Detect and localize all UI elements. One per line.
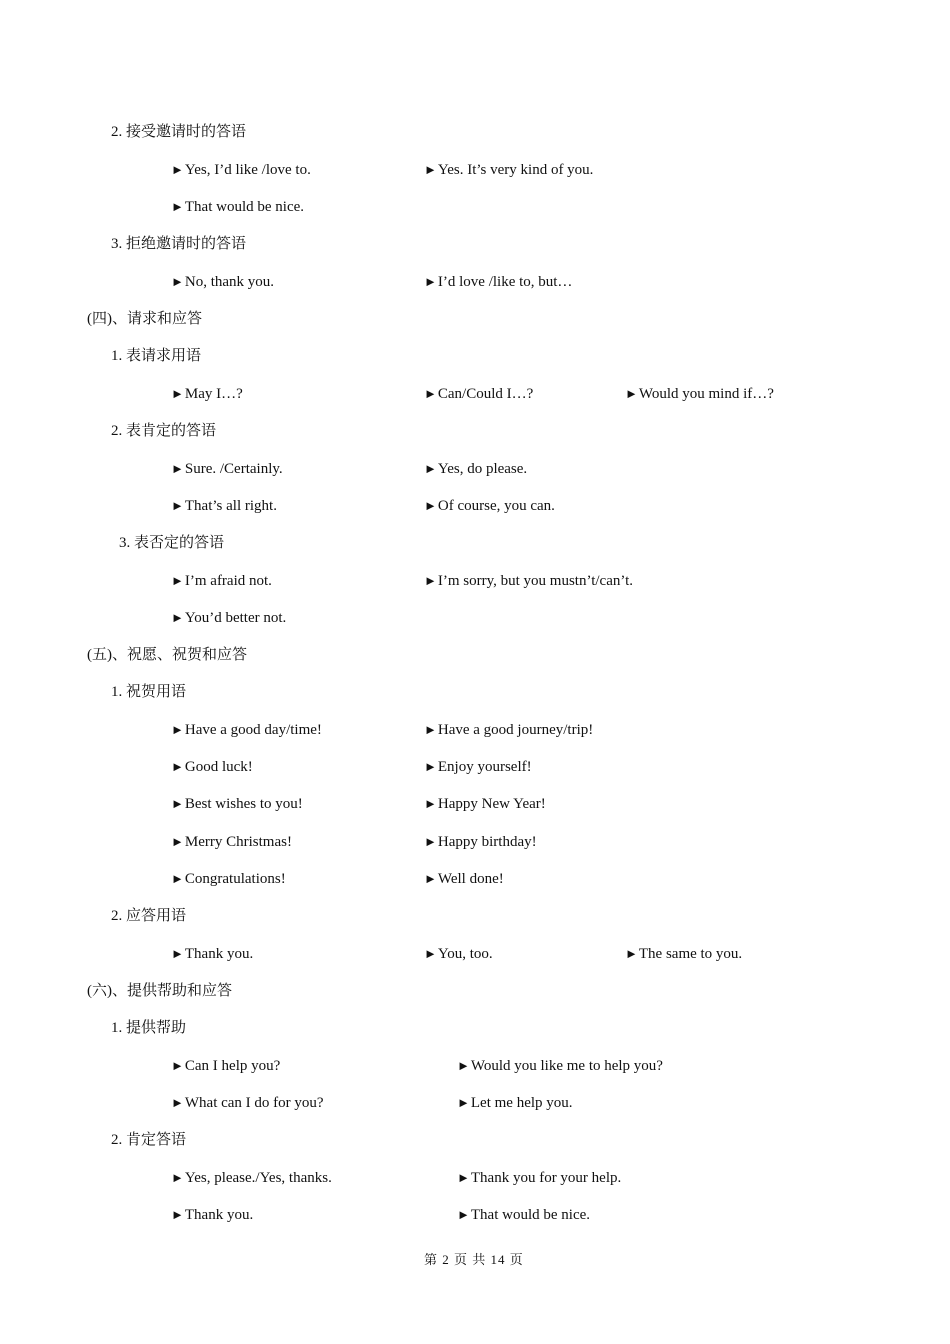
section-heading: 3. 表否定的答语 bbox=[119, 535, 225, 551]
triangle-bullet-icon: ► bbox=[424, 796, 437, 811]
phrase-item bbox=[424, 832, 537, 852]
phrase-item bbox=[171, 608, 286, 628]
phrase-text: The same to you. bbox=[638, 946, 743, 962]
phrase-item bbox=[171, 272, 274, 292]
triangle-bullet-icon: ► bbox=[171, 274, 184, 289]
triangle-bullet-icon: ► bbox=[171, 796, 184, 811]
phrase-text: Sure. /Certainly. bbox=[184, 461, 283, 477]
phrase-item bbox=[424, 944, 493, 964]
triangle-bullet-icon: ► bbox=[171, 162, 184, 177]
phrase-text: Best wishes to you! bbox=[184, 796, 303, 812]
phrase-item bbox=[424, 384, 533, 404]
phrase-text: That would be nice. bbox=[184, 199, 305, 215]
phrase-text: Congratulations! bbox=[184, 871, 286, 887]
triangle-bullet-icon: ► bbox=[424, 722, 437, 737]
phrase-item bbox=[171, 832, 292, 852]
phrase-text: Good luck! bbox=[184, 759, 253, 775]
phrase-text: Of course, you can. bbox=[437, 498, 555, 514]
triangle-bullet-icon: ► bbox=[424, 834, 437, 849]
triangle-bullet-icon: ► bbox=[171, 871, 184, 886]
triangle-bullet-icon: ► bbox=[424, 386, 437, 401]
triangle-bullet-icon: ► bbox=[171, 1207, 184, 1222]
phrase-item bbox=[171, 571, 272, 591]
phrase-text: Can/Could I…? bbox=[437, 386, 534, 402]
phrase-text: Would you mind if…? bbox=[638, 386, 774, 402]
triangle-bullet-icon: ► bbox=[424, 498, 437, 513]
phrase-text: Yes, I’d like /love to. bbox=[184, 162, 311, 178]
phrase-item bbox=[424, 272, 572, 292]
phrase-text: May I…? bbox=[184, 386, 243, 402]
triangle-bullet-icon: ► bbox=[171, 610, 184, 625]
triangle-bullet-icon: ► bbox=[625, 946, 638, 961]
section-heading: 2. 应答用语 bbox=[111, 908, 187, 924]
phrase-item bbox=[457, 1205, 590, 1225]
section-heading: 1. 祝贺用语 bbox=[111, 684, 187, 700]
phrase-item bbox=[171, 1093, 324, 1113]
phrase-item bbox=[171, 1205, 253, 1225]
triangle-bullet-icon: ► bbox=[424, 573, 437, 588]
phrase-item bbox=[171, 384, 243, 404]
phrase-text: Happy birthday! bbox=[437, 834, 537, 850]
section-heading: 1. 提供帮助 bbox=[111, 1020, 187, 1036]
phrase-text: I’m sorry, but you mustn’t/can’t. bbox=[437, 573, 633, 589]
phrase-text: That would be nice. bbox=[470, 1207, 591, 1223]
phrase-item bbox=[171, 869, 286, 889]
phrase-item bbox=[424, 160, 593, 180]
triangle-bullet-icon: ► bbox=[457, 1095, 470, 1110]
section-heading: 3. 拒绝邀请时的答语 bbox=[111, 236, 247, 252]
phrase-item bbox=[457, 1056, 663, 1076]
phrase-text: Merry Christmas! bbox=[184, 834, 292, 850]
section-heading: (六)、提供帮助和应答 bbox=[87, 983, 232, 999]
triangle-bullet-icon: ► bbox=[171, 834, 184, 849]
phrase-text: No, thank you. bbox=[184, 274, 275, 290]
phrase-text: Can I help you? bbox=[184, 1058, 281, 1074]
triangle-bullet-icon: ► bbox=[171, 573, 184, 588]
section-heading: (五)、祝愿、祝贺和应答 bbox=[87, 647, 247, 663]
phrase-text: Well done! bbox=[437, 871, 504, 887]
phrase-item bbox=[171, 1056, 280, 1076]
section-heading: 1. 表请求用语 bbox=[111, 348, 202, 364]
phrase-text: Thank you. bbox=[184, 946, 254, 962]
phrase-text: I’d love /like to, but… bbox=[437, 274, 573, 290]
phrase-text: Yes. It’s very kind of you. bbox=[437, 162, 594, 178]
triangle-bullet-icon: ► bbox=[171, 461, 184, 476]
triangle-bullet-icon: ► bbox=[171, 1170, 184, 1185]
phrase-text: Thank you. bbox=[184, 1207, 254, 1223]
section-heading: 2. 接受邀请时的答语 bbox=[111, 124, 247, 140]
phrase-text: Have a good day/time! bbox=[184, 722, 322, 738]
phrase-item bbox=[171, 459, 283, 479]
triangle-bullet-icon: ► bbox=[424, 759, 437, 774]
phrase-text: Yes, please./Yes, thanks. bbox=[184, 1170, 332, 1186]
triangle-bullet-icon: ► bbox=[457, 1170, 470, 1185]
section-heading: 2. 表肯定的答语 bbox=[111, 423, 217, 439]
triangle-bullet-icon: ► bbox=[424, 162, 437, 177]
phrase-item bbox=[171, 160, 311, 180]
triangle-bullet-icon: ► bbox=[625, 386, 638, 401]
phrase-text: Happy New Year! bbox=[437, 796, 546, 812]
triangle-bullet-icon: ► bbox=[424, 461, 437, 476]
section-heading: (四)、请求和应答 bbox=[87, 311, 202, 327]
triangle-bullet-icon: ► bbox=[424, 871, 437, 886]
phrase-item bbox=[424, 459, 527, 479]
section-heading: 2. 肯定答语 bbox=[111, 1132, 187, 1148]
phrase-text: Enjoy yourself! bbox=[437, 759, 532, 775]
triangle-bullet-icon: ► bbox=[457, 1207, 470, 1222]
triangle-bullet-icon: ► bbox=[424, 274, 437, 289]
phrase-item bbox=[625, 384, 774, 404]
phrase-item bbox=[424, 720, 593, 740]
phrase-item bbox=[171, 794, 303, 814]
phrase-item bbox=[171, 757, 253, 777]
phrase-item bbox=[424, 794, 546, 814]
triangle-bullet-icon: ► bbox=[171, 946, 184, 961]
phrase-text: You, too. bbox=[437, 946, 493, 962]
triangle-bullet-icon: ► bbox=[171, 759, 184, 774]
triangle-bullet-icon: ► bbox=[171, 498, 184, 513]
phrase-text: Thank you for your help. bbox=[470, 1170, 622, 1186]
phrase-item bbox=[171, 197, 304, 217]
phrase-text: Yes, do please. bbox=[437, 461, 528, 477]
phrase-text: Have a good journey/trip! bbox=[437, 722, 594, 738]
phrase-text: Would you like me to help you? bbox=[470, 1058, 663, 1074]
phrase-item bbox=[457, 1168, 621, 1188]
page-footer: 第 2 页 共 14 页 bbox=[424, 1252, 524, 1267]
phrase-item bbox=[625, 944, 742, 964]
triangle-bullet-icon: ► bbox=[457, 1058, 470, 1073]
phrase-text: Let me help you. bbox=[470, 1095, 573, 1111]
phrase-item bbox=[171, 944, 253, 964]
phrase-item bbox=[424, 869, 504, 889]
phrase-text: I’m afraid not. bbox=[184, 573, 272, 589]
phrase-item bbox=[424, 496, 555, 516]
phrase-text: You’d better not. bbox=[184, 610, 287, 626]
phrase-item bbox=[171, 720, 322, 740]
phrase-item bbox=[424, 757, 532, 777]
phrase-text: That’s all right. bbox=[184, 498, 277, 514]
phrase-text: What can I do for you? bbox=[184, 1095, 324, 1111]
phrase-item bbox=[457, 1093, 573, 1113]
triangle-bullet-icon: ► bbox=[171, 722, 184, 737]
triangle-bullet-icon: ► bbox=[171, 199, 184, 214]
triangle-bullet-icon: ► bbox=[171, 386, 184, 401]
phrase-item bbox=[171, 496, 277, 516]
triangle-bullet-icon: ► bbox=[171, 1095, 184, 1110]
triangle-bullet-icon: ► bbox=[424, 946, 437, 961]
phrase-item bbox=[171, 1168, 332, 1188]
triangle-bullet-icon: ► bbox=[171, 1058, 184, 1073]
phrase-item bbox=[424, 571, 633, 591]
